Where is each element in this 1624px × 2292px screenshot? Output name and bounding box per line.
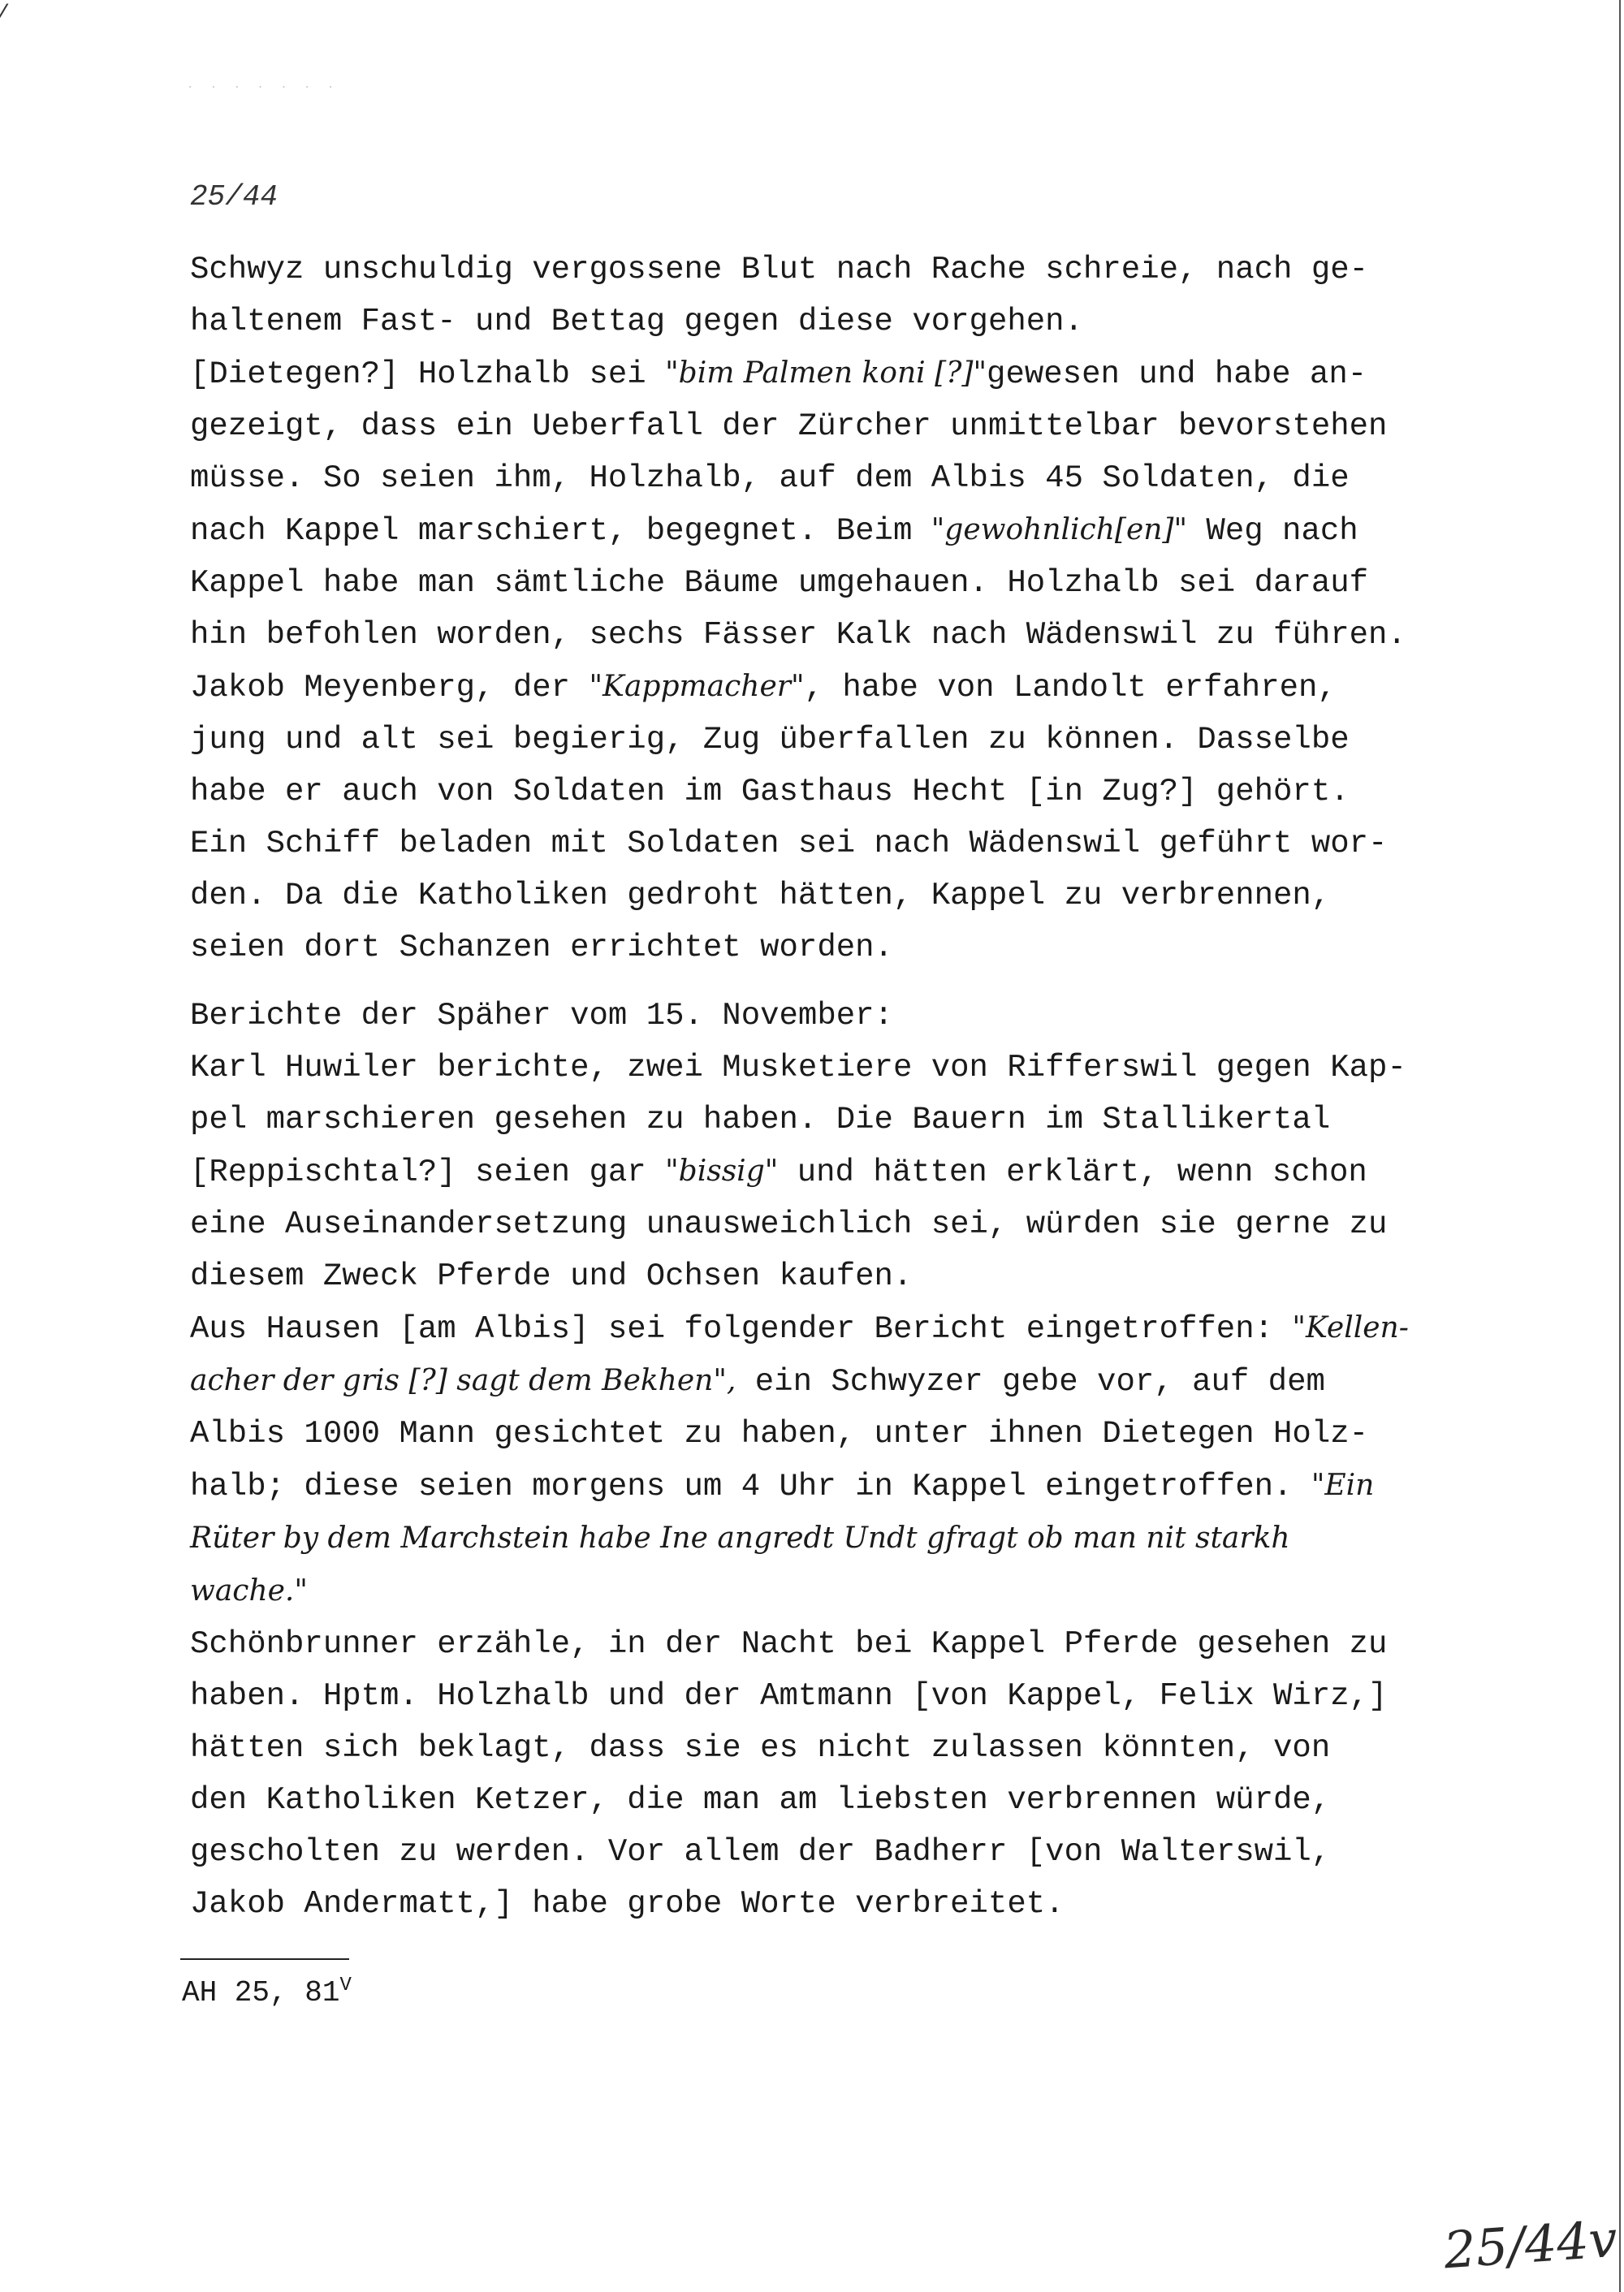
line-text: Jakob Andermatt,] habe grobe Worte verbreitet. [190,1886,1065,1922]
handwritten-annotation: 25/44v [1441,2208,1619,2281]
text-line [190,400,1457,452]
line-text: Karl Huwiler berichte, zwei Musketiere von Rifferswil gegen Kap- [190,1050,1406,1086]
text-line [190,1408,1457,1460]
text-line [190,1355,1457,1408]
text-line [190,990,1457,1042]
text-line [190,1670,1457,1722]
line-text: den Katholiken Ketzer, die man am liebsten verbrennen würde, [190,1782,1331,1818]
text-line [190,244,1457,296]
line-text: eine Auseinandersetzung unausweichlich sei, würden sie gerne zu [190,1206,1388,1242]
text-line [190,1460,1457,1513]
line-text: Berichte der Späher vom 15. November: [190,998,893,1034]
line-text: gezeigt, dass ein Ueberfall der Zürcher unmittelbar bevorstehen [190,408,1388,444]
line-text: hätten sich beklagt, dass sie es nicht zulassen könnten, von [190,1730,1331,1766]
quoted-source-text: "Ein [1311,1469,1375,1502]
line-text: [Reppischtal?] seien gar [190,1155,666,1190]
text-line [190,1042,1457,1094]
quoted-source-text: "bim Palmen koni [?]" [665,356,987,390]
quoted-source-text: wache." [190,1574,308,1608]
line-text: Schwyz unschuldig vergossene Blut nach Rache schreie, nach ge- [190,252,1369,287]
line-text: gescholten zu werden. Vor allem der Badherr [von Walterswil, [190,1834,1331,1870]
text-line [190,1513,1457,1565]
line-text: gewesen und habe an- [987,356,1367,392]
line-text: pel marschieren gesehen zu haben. Die Bauern im Stallikertal [190,1102,1331,1137]
quoted-source-text: "bissig" [665,1155,779,1188]
corner-pen-mark: ⁄ [0,0,5,28]
text-line [190,1878,1457,1930]
footnote-rule [180,1958,349,1960]
quoted-source-text: "gewohnlich[en]" [931,513,1188,546]
footnote-text: AH 25, 81 [182,1976,340,2009]
paragraph-gap [190,973,1457,990]
text-line [190,1774,1457,1826]
text-line [190,1198,1457,1250]
line-text: den. Da die Katholiken gedroht hätten, Kappel zu verbrennen, [190,878,1331,913]
line-text: haben. Hptm. Holzhalb und der Amtmann [von Kappel, Felix Wirz,] [190,1678,1388,1714]
line-text: diesem Zweck Pferde und Ochsen kaufen. [190,1258,913,1294]
page-number: 25/44 [190,180,279,214]
text-line [190,347,1457,400]
footnote-superscript: V [339,1975,352,1996]
line-text: Schönbrunner erzähle, in der Nacht bei Kappel Pferde gesehen zu [190,1626,1388,1662]
line-text: Aus Hausen [am Albis] sei folgender Bericht eingetroffen: [190,1311,1293,1347]
text-line [190,661,1457,714]
text-line [190,1565,1457,1618]
line-text: Jakob Meyenberg, der [190,670,590,706]
line-text: hin befohlen worden, sechs Fässer Kalk nach Wädenswil zu führen. [190,617,1406,653]
text-line [190,1250,1457,1302]
line-text: seien dort Schanzen errichtet worden. [190,930,893,965]
text-line [190,452,1457,504]
line-text: Kappel habe man sämtliche Bäume umgehauen. Holzhalb sei darauf [190,565,1369,601]
text-line [190,1146,1457,1198]
line-text: haltenem Fast- und Bettag gegen diese vorgehen. [190,304,1083,339]
quoted-source-text: acher der gris [?] sagt dem Bekhen", [190,1364,736,1397]
text-line [190,1094,1457,1146]
text-line [190,504,1457,557]
line-text: und hätten erklärt, wenn schon [778,1155,1367,1190]
quoted-source-text: "Kellen- [1292,1311,1409,1345]
quoted-source-text: "Kappmacher" [589,670,805,703]
quoted-source-text: Rüter by dem Marchstein habe Ine angredt Undt gfragt ob man nit starkh [190,1522,1290,1555]
line-text: halb; diese seien morgens um 4 Uhr in Kappel eingetroffen. [190,1469,1311,1504]
text-line [190,1826,1457,1878]
line-text: jung und alt sei begierig, Zug überfallen zu können. Dasselbe [190,722,1350,758]
text-line [190,870,1457,922]
scan-artifacts: · · · · · · · [187,81,339,94]
line-text: Weg nach [1187,513,1358,549]
line-text: [Dietegen?] Holzhalb sei [190,356,666,392]
line-text: Albis 1000 Mann gesichtet zu haben, unter ihnen Dietegen Holz- [190,1416,1369,1452]
line-text: nach Kappel marschiert, begegnet. Beim [190,513,931,549]
text-line [190,766,1457,818]
text-line [190,714,1457,766]
line-text: ein Schwyzer gebe vor, auf dem [736,1364,1325,1400]
text-line [190,609,1457,661]
text-line [190,1722,1457,1774]
line-text: müsse. So seien ihm, Holzhalb, auf dem Albis 45 Soldaten, die [190,460,1350,496]
body-text [190,244,1457,1930]
text-line [190,1302,1457,1355]
text-line [190,557,1457,609]
text-line [190,296,1457,347]
page-edge [1619,0,1621,2292]
text-line [190,1618,1457,1670]
line-text: , habe von Landolt erfahren, [804,670,1337,706]
footnote-reference [182,1975,352,2009]
text-line [190,922,1457,973]
line-text: habe er auch von Soldaten im Gasthaus Hecht [in Zug?] gehört. [190,774,1350,809]
text-line [190,818,1457,870]
line-text: Ein Schiff beladen mit Soldaten sei nach Wädenswil geführt wor- [190,826,1388,861]
